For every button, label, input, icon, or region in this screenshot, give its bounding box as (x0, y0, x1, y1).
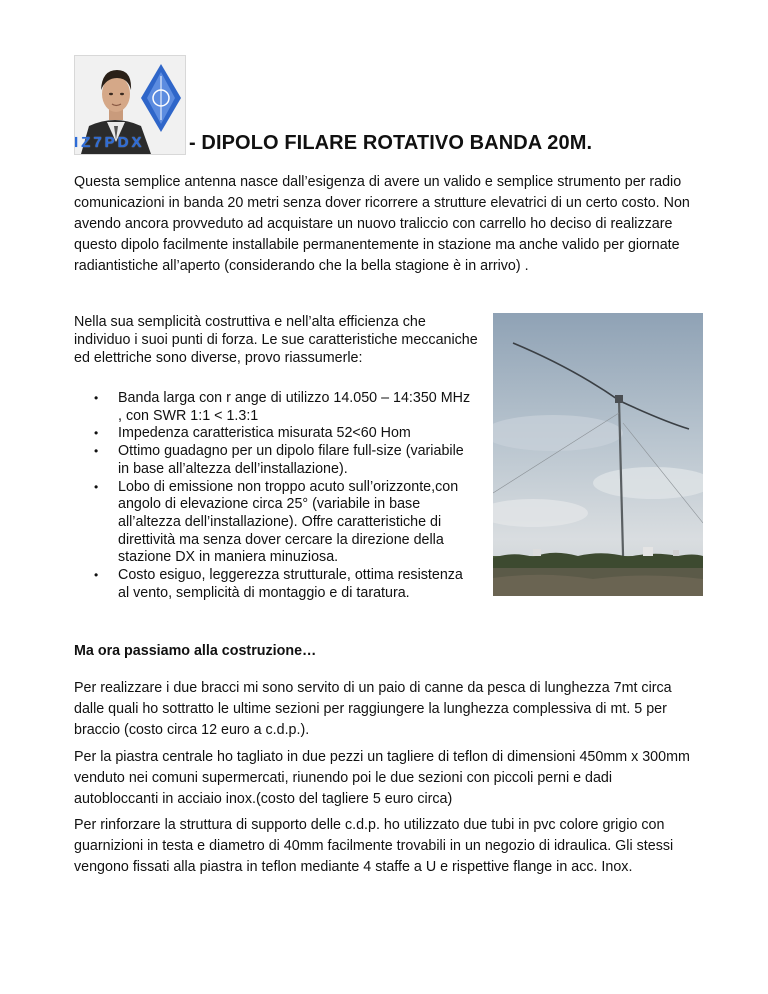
list-item: • Costo esiguo, leggerezza strutturale, ottima resistenza al vento, semplicità di montaggio e di taratura. (94, 567, 463, 601)
list-item: • Lobo di emissione non troppo acuto sull’orizzonte,con angolo di elevazione circa 25° (variabile in base all’altezza dell’installazione). Offre caratteristiche di direttività ma senza dover cercare la direzione della stazione DX in maniera minuziosa. (94, 478, 459, 566)
callsign-label: IZ7PDX (74, 134, 145, 151)
antenna-photo (493, 313, 703, 596)
section-subheading: Ma ora passiamo alla costruzione… (74, 643, 317, 659)
body-paragraph: Per la piastra centrale ho tagliato in due pezzi un tagliere di teflon di dimensioni 450mm x 300mm venduto nei comuni supermercati, riunendo poi le due sezioni con piccoli perni e dadi autobloccanti in acciaio inox.(costo del tagliere 5 euro circa) (74, 749, 690, 807)
body-paragraph: Per rinforzare la struttura di supporto delle c.d.p. ho utilizzato due tubi in pvc colore grigio con guarnizioni in testa e diametro di 40mm facilmente trovabili in un negozio di idraulica. Gli stessi vengono fissati alla piastra in teflon mediante 4 staffe a U e rispettive flange in acc. Inox. (74, 817, 674, 875)
bullet-icon: • (94, 391, 99, 405)
features-intro-paragraph: Nella sua semplicità costruttiva e nell’alta efficienza che individuo i suoi punti di forza. Le sue caratteristiche meccaniche ed elettriche sono diverse, provo riassumerle: (74, 314, 478, 366)
features-list (74, 390, 474, 602)
bullet-icon: • (94, 444, 99, 459)
list-item: • Ottimo guadagno per un dipolo filare full-size (variabile in base all’altezza dell’installazione). (94, 443, 464, 477)
bullet-icon: • (94, 479, 99, 494)
body-paragraph: Per realizzare i due bracci mi sono servito di un paio di canne da pesca di lunghezza 7mt circa dalle quali ho sottratto le ultime sezioni per raggiungere la lunghezza complessiva di mt. 5 per braccio (costo circa 12 euro a c.d.p.). (74, 680, 672, 738)
bullet-icon: • (94, 568, 99, 583)
bullet-icon: • (94, 426, 99, 441)
intro-paragraph: Questa semplice antenna nasce dall’esigenza di avere un valido e semplice strumento per radio comunicazioni in banda 20 metri senza dover ricorrere a strutture elevatrici di un certo costo. Non avendo ancora provveduto ad acquistare un nuovo traliccio con carrello ho deciso di realizzare questo dipolo facilmente installabile permanentemente in stazione ma anche valido per giornate radiantistiche all’aperto (considerando che la bella stagione è in arrivo) . (74, 174, 690, 274)
list-item: • Impedenza caratteristica misurata 52<60 Hom (94, 425, 411, 442)
list-item: • Banda larga con r ange di utilizzo 14.050 – 14:350 MHz , con SWR 1:1 < 1.3:1 (94, 390, 471, 424)
page-title: - DIPOLO FILARE ROTATIVO BANDA 20M. (189, 132, 593, 154)
